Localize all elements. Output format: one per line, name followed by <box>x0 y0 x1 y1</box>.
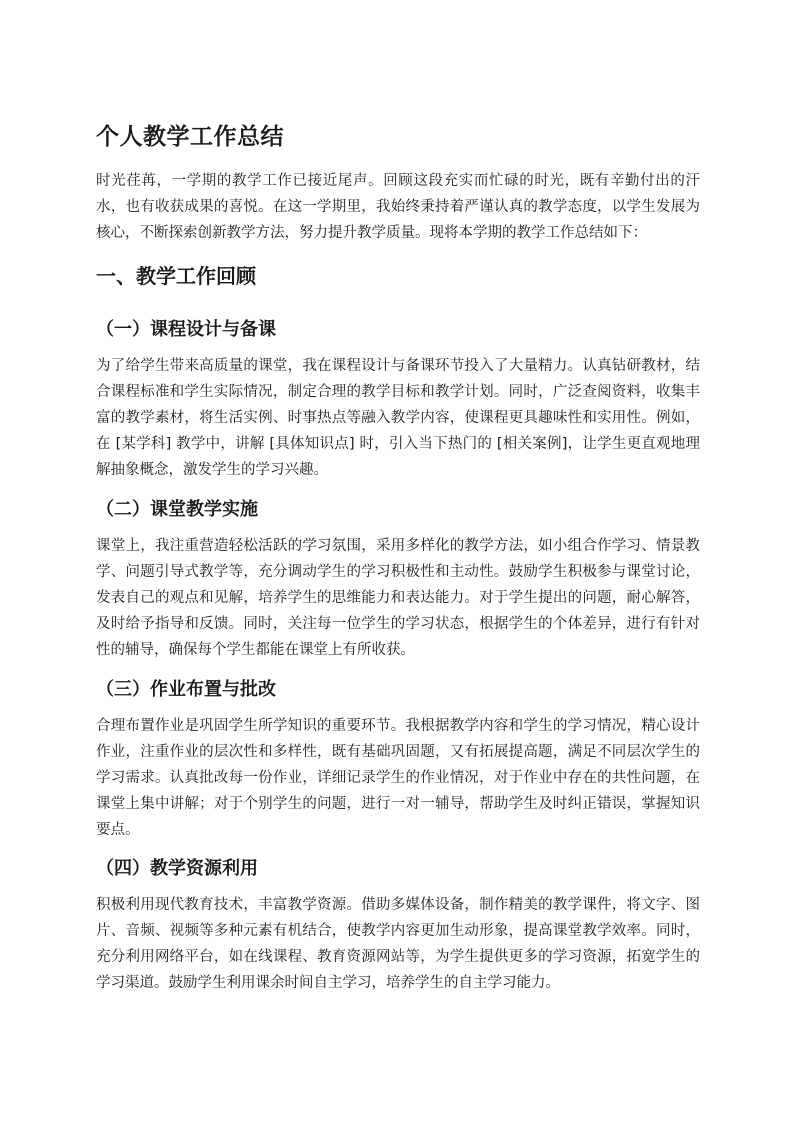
intro-paragraph: 时光荏苒，一学期的教学工作已接近尾声。回顾这段充实而忙碌的时光，既有辛勤付出的汗水，也有收获成果的喜悦。在这一学期里，我始终秉持着严谨认真的教学态度，以学生发展为核心，不断探索创新教学方法，努力提升教学质量。现将本学期的教学工作总结如下： <box>96 173 700 241</box>
subsection-heading-classroom: （二）课堂教学实施 <box>96 499 258 520</box>
subsection-heading-homework: （三）作业布置与批改 <box>96 679 276 700</box>
subsection-body-homework: 合理布置作业是巩固学生所学知识的重要环节。我根据教学内容和学生的学习情况，精心设计作业，注重作业的层次性和多样性，既有基础巩固题，又有拓展提高题，满足不同层次学生的学习需求。认真批改每一份作业，详细记录学生的作业情况，对于作业中存在的共性问题，在课堂上集中讲解；对于个别学生的问题，进行一对一辅导，帮助学生及时纠正错误，掌握知识要点。 <box>96 718 700 838</box>
section-heading-review: 一、教学工作回顾 <box>96 264 256 288</box>
subsection-body-resources: 积极利用现代教育技术，丰富教学资源。借助多媒体设备，制作精美的教学课件，将文字、图片、音频、视频等多种元素有机结合，使教学内容更加生动形象，提高课堂教学效率。同时，充分利用网络平台，如在线课程、教育资源网站等，为学生提供更多的学习资源，拓宽学生的学习渠道。鼓励学生利用课余时间自主学习，培养学生的自主学习能力。 <box>96 897 700 991</box>
subsection-body-course-design: 为了给学生带来高质量的课堂，我在课程设计与备课环节投入了大量精力。认真钻研教材，结合课程标准和学生实际情况，制定合理的教学目标和教学计划。同时，广泛查阅资料，收集丰富的教学素材，将生活实例、时事热点等融入教学内容，使课程更具趣味性和实用性。例如，在 [某学科] 教学中，讲解 [具体知识点] 时，引入当下热门的 [相关案例]，让学生更直观地理解抽象概念，激发学生的学习兴趣。 <box>96 358 700 478</box>
subsection-heading-course-design: （一）课程设计与备课 <box>96 319 276 340</box>
document-title: 个人教学工作总结 <box>96 124 284 150</box>
subsection-body-classroom: 课堂上，我注重营造轻松活跃的学习氛围，采用多样化的教学方法，如小组合作学习、情景教学、问题引导式教学等，充分调动学生的学习积极性和主动性。鼓励学生积极参与课堂讨论，发表自己的观点和见解，培养学生的思维能力和表达能力。对于学生提出的问题，耐心解答，及时给予指导和反馈。同时，关注每一位学生的学习状态，根据学生的个体差异，进行有针对性的辅导，确保每个学生都能在课堂上有所收获。 <box>96 538 700 658</box>
subsection-heading-resources: （四）教学资源利用 <box>96 858 258 879</box>
